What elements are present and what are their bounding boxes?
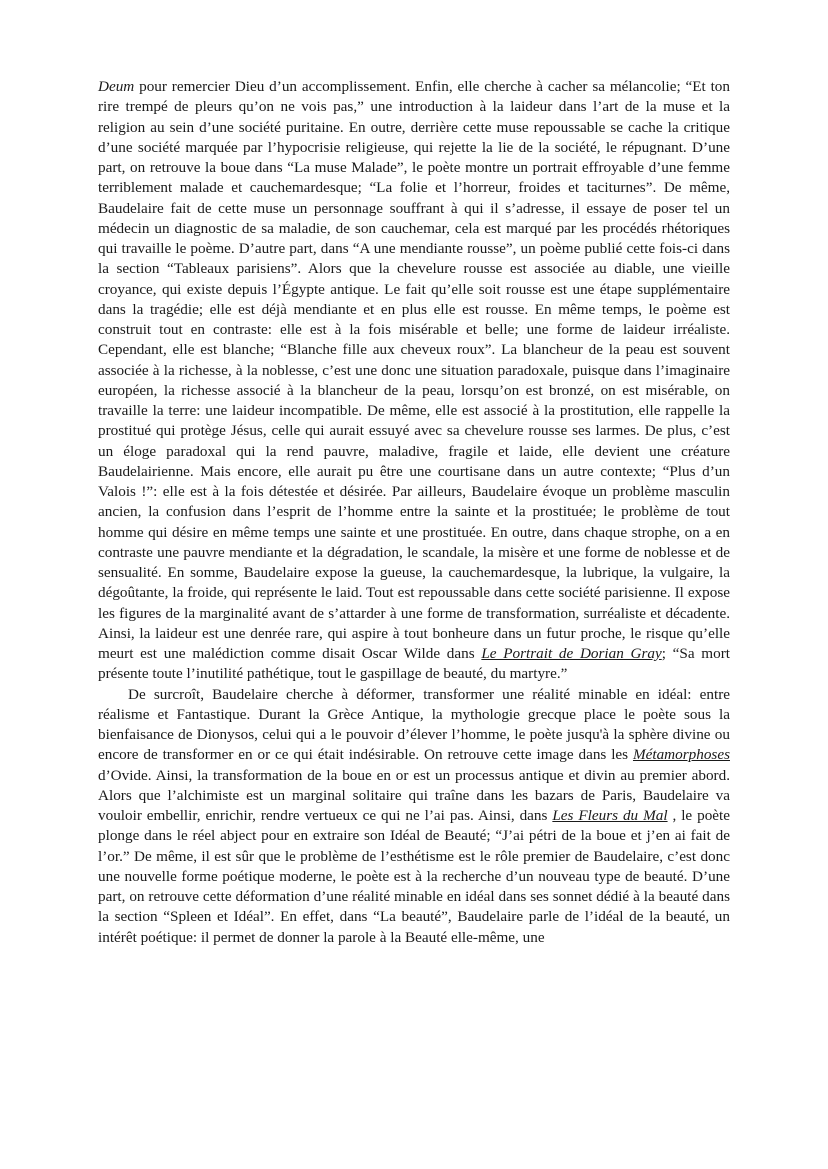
latin-word: Deum [98,78,135,95]
paragraph-2-text-c: , le poète plonge dans le réel abject pour en extraire son Idéal de Beauté; “J’ai pétri de la boue et j’en ai fait de l’or.” De même, il est sûr que le problème de l’esthétisme est le rôle premier de Baudelaire, c’est donc une nouvelle forme poétique moderne, le poète est à la recherche d’un nouveau type de beauté. D’une part, on retrouve cette déformation d’une réalité minable en idéal dans ses sonnet dédié à la beauté dans la section “Spleen et Idéal”. En effet, dans “La beauté”, Baudelaire parle de l’idéal de la beauté, un intérêt poétique: il permet de donner la parole à la Beauté elle-même, une [98,807,730,946]
paragraph-1-text-a: pour remercier Dieu d’un accomplissement. Enfin, elle cherche à cacher sa mélancolie; “Et ton rire trempé de pleurs qu’on ne vois pas,” une introduction à la laideur dans l’art de la muse et la religion au sein d’une société puritaine. En outre, derrière cette muse repoussable se cache la critique d’une société marquée par l’hypocrisie religieuse, qui rejette la lie de la société, le répugnant. D’une part, on retrouve la boue dans “La muse Malade”, le poète montre un portrait effroyable d’une femme terriblement malade et cauchemardesque; “La folie et l’horreur, froides et taciturnes”. De même, Baudelaire fait de cette muse un personnage souffrant à qui il s’adresse, il essaye de poser tel un médecin un diagnostic de sa maladie, de son cauchemar, cela est marqué par les procédés rhétoriques qui travaille le poème. D’autre part, dans “A une mendiante rousse”, un poème publié cette fois-ci dans la section “Tableaux parisiens”. Alors que la chevelure rousse est associée au diable, une vieille croyance, qui existe depuis l’Égypte antique. Le fait qu’elle soit rousse est une étape supplémentaire dans la tragédie; elle est déjà mendiante et en plus elle est rousse. En même temps, le poème est construit tout en contraste: elle est à la fois misérable et belle; une forme de laideur irréaliste. Cependant, elle est blanche; “Blanche fille aux cheveux roux”. La blancheur de la peau est souvent associée à la richesse, à la noblesse, c’est une donc une situation paradoxale, puisque dans l’imaginaire européen, la richesse associé à la blancheur de la peau, lorsqu’on est bronzé, on est misérable, on travaille la terre: une laideur incompatible. De même, elle est associé à la prostitution, elle rappelle la prostitué qui protège Jésus, celle qui aurait essuyé avec sa chevelure rousse ses larmes. De plus, c’est un éloge paradoxal qui la rend pauvre, maladive, fragile et laide, elle devient une créature Baudelairienne. Mais encore, elle aurait pu être une courtisane dans un autre contexte; “Plus d’un Valois !”: elle est à la fois détestée et désirée. Par ailleurs, Baudelaire évoque un problème masculin ancien, la confusion dans l’esprit de l’homme entre la sainte et la prostituée; le problème de tout homme qui désire en même temps une sainte et une prostituée. En outre, dans chaque strophe, on a en contraste une pauvre mendiante et la dégradation, le scandale, la misère et une forme de noblesse et de sensualité. En somme, Baudelaire expose la gueuse, la cauchemardesque, la lubrique, la vulgaire, la dégoûtante, la froide, qui représente le laid. Tout est repoussable dans cette société parisienne. Il expose les figures de la marginalité avant de s’attarder à une forme de transformation, surréaliste et décadente. Ainsi, la laideur est une denrée rare, qui aspire à tout bonheure dans un futur proche, le risque qu’elle meurt est une malédiction comme disait Oscar Wilde dans [98,78,730,662]
paragraph-2 [98,685,730,948]
paragraph-2-text-b: d’Ovide. Ainsi, la transformation de la boue en or est un processus antique et divin au premier abord. Alors que l’alchimiste est un marginal solitaire qui traîne dans les bazars de Paris, Baudelaire va vouloir embellir, enrichir, rendre vertueux ce qui ne l’ai pas. Ainsi, dans [98,766,730,824]
title-metamorphoses: Métamorphoses [632,746,730,764]
title-fleurs-du-mal: Les Fleurs du Mal [552,807,668,824]
document-page [98,77,730,948]
paragraph-1 [98,77,730,685]
title-dorian-gray: Le Portrait de Dorian Gray [481,645,662,662]
paragraph-1-text-b: ; “Sa mort présente toute l’inutilité pathétique, tout le gaspillage de beauté, du martyre.” [98,645,730,683]
paragraph-2-text-a: De surcroît, Baudelaire cherche à déformer, transformer une réalité minable en idéal: entre réalisme et Fantastique. Durant la Grèce Antique, la mythologie grecque place le poète sous la bienfaisance de Dionysos, celui qui a le pouvoir d’élever l’homme, le poète jusqu'à la sphère divine ou encore de transformer en or ce qui était indésirable. On retrouve cette image dans les [98,685,730,764]
